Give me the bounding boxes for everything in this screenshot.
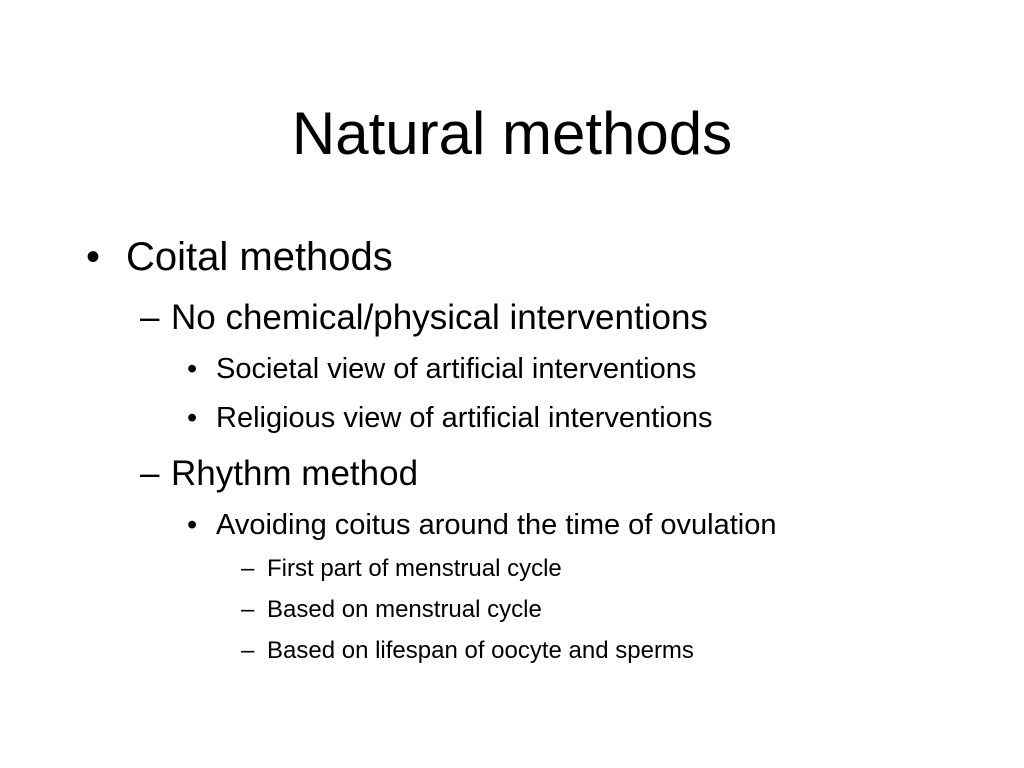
dash-marker: – [140, 454, 160, 493]
bullet-coital-methods: Coital methods [126, 235, 393, 279]
subitem-first-part: First part of menstrual cycle [267, 555, 562, 582]
subitem-avoiding-coitus: Avoiding coitus around the time of ovulation [216, 509, 777, 541]
bullet-marker: • [187, 509, 198, 541]
subitem-based-on-lifespan: Based on lifespan of oocyte and sperms [267, 637, 694, 664]
subitem-rhythm-method: Rhythm method [171, 454, 419, 493]
bullet-marker: • [187, 402, 198, 434]
dash-marker: – [241, 637, 255, 664]
subitem-societal-view: Societal view of artificial interventions [216, 353, 697, 385]
subitem-religious-view: Religious view of artificial interventions [216, 402, 713, 434]
bullet-marker: • [187, 353, 198, 385]
subitem-no-interventions: No chemical/physical interventions [171, 298, 708, 337]
bullet-marker: • [86, 235, 101, 279]
dash-marker: – [140, 298, 160, 337]
dash-marker: – [241, 555, 255, 582]
dash-marker: – [241, 596, 255, 623]
subitem-based-on-cycle: Based on menstrual cycle [267, 596, 542, 623]
slide-title: Natural methods [291, 100, 733, 167]
